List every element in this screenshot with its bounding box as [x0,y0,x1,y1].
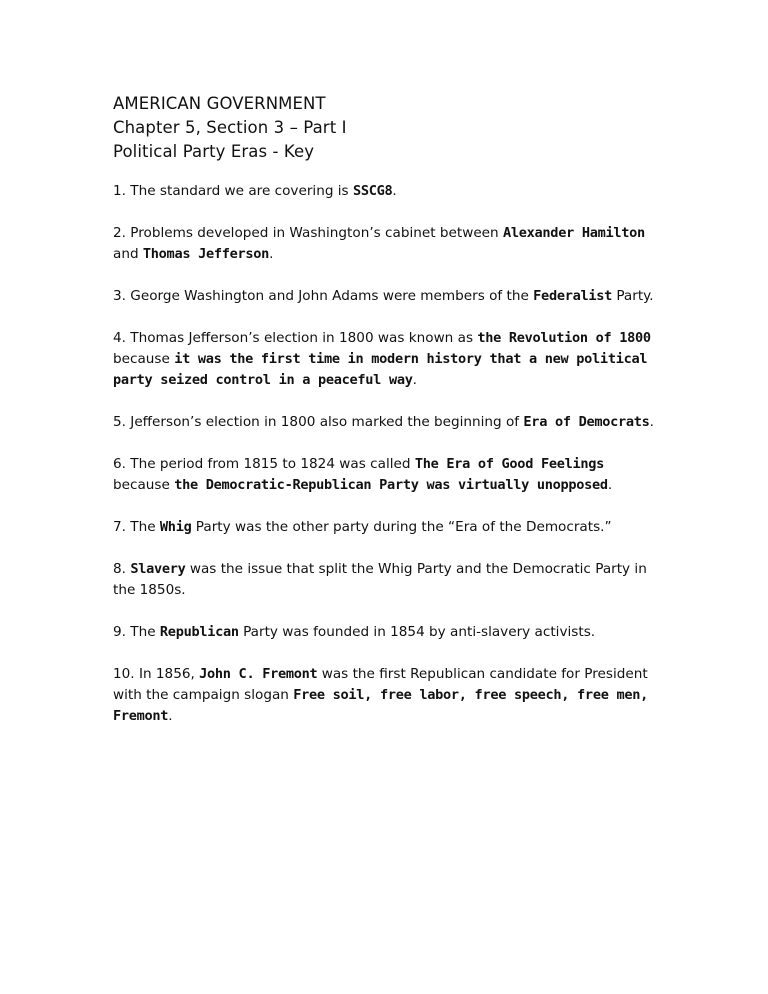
question-10 [113,664,658,727]
worksheet-title: Political Party Eras - Key [113,142,315,161]
question-number: 8. [113,561,126,577]
question-text: Jefferson’s election in 1800 also marked the beginning of [125,414,524,430]
question-text: Party. [612,288,654,304]
question-text: . [412,372,417,388]
answer: Free soil, free labor, free speech, free men, Fremont [113,687,649,724]
question-text: Party was the other party during the “Era of the Democrats.” [191,519,612,535]
question-text: . [649,414,654,430]
answer: Thomas Jefferson [142,246,270,262]
question-text: Party was founded in 1854 by anti-slavery activists. [238,624,596,640]
question-text: The [125,624,160,640]
question-7 [113,517,658,538]
question-1 [113,181,658,202]
question-number: 2. [113,225,126,241]
question-text: was the first Republican candidate for President with the campaign slogan [113,666,648,703]
question-6 [113,454,658,496]
question-text: . [392,183,397,199]
question-number: 3. [113,288,126,304]
question-text: George Washington and John Adams were members of the [125,288,534,304]
answer: Slavery [130,561,186,577]
question-9 [113,622,658,643]
question-text: In 1856, [134,666,200,682]
chapter-title: Chapter 5, Section 3 – Part I [113,118,347,137]
question-8 [113,559,658,601]
question-text: Problems developed in Washington’s cabinet between [125,225,503,241]
answer: it was the first time in modern history that a new political party seized control in a peaceful way [113,351,648,388]
question-text: and [113,246,143,262]
question-5 [113,412,658,433]
question-number: 4. [113,330,126,346]
answer: Federalist [533,288,613,304]
question-text: was the issue that split the Whig Party and the Democratic Party in the 1850s. [113,561,647,598]
question-text: The standard we are covering is [125,183,353,199]
document-page [113,92,658,748]
answer: Era of Democrats [523,414,650,430]
question-text: . [607,477,613,493]
answer: Whig [159,519,192,535]
question-text: because [113,477,175,493]
document-header [113,92,658,164]
question-text: The [125,519,160,535]
answer: Republican [159,624,239,640]
answer: John C. Fremont [199,666,318,682]
question-3 [113,286,658,307]
question-text: Thomas Jefferson’s election in 1800 was known as [125,330,478,346]
answer: the Revolution of 1800 [477,330,651,346]
question-4 [113,328,658,391]
question-text: because [113,351,175,367]
question-text: . [269,246,274,262]
question-text: . [168,708,173,724]
question-number: 10. [113,666,135,682]
question-2 [113,223,658,265]
answer: SSCG8 [352,183,393,199]
question-number: 5. [113,414,126,430]
question-number: 7. [113,519,126,535]
course-title: AMERICAN GOVERNMENT [113,94,326,113]
answer: the Democratic-Republican Party was virtually unopposed [174,477,608,493]
question-text: The period from 1815 to 1824 was called [125,456,415,472]
answer: Alexander Hamilton [503,225,645,241]
question-number: 1. [113,183,126,199]
answer: The Era of Good Feelings [414,456,605,472]
question-number: 9. [113,624,126,640]
question-number: 6. [113,456,126,472]
